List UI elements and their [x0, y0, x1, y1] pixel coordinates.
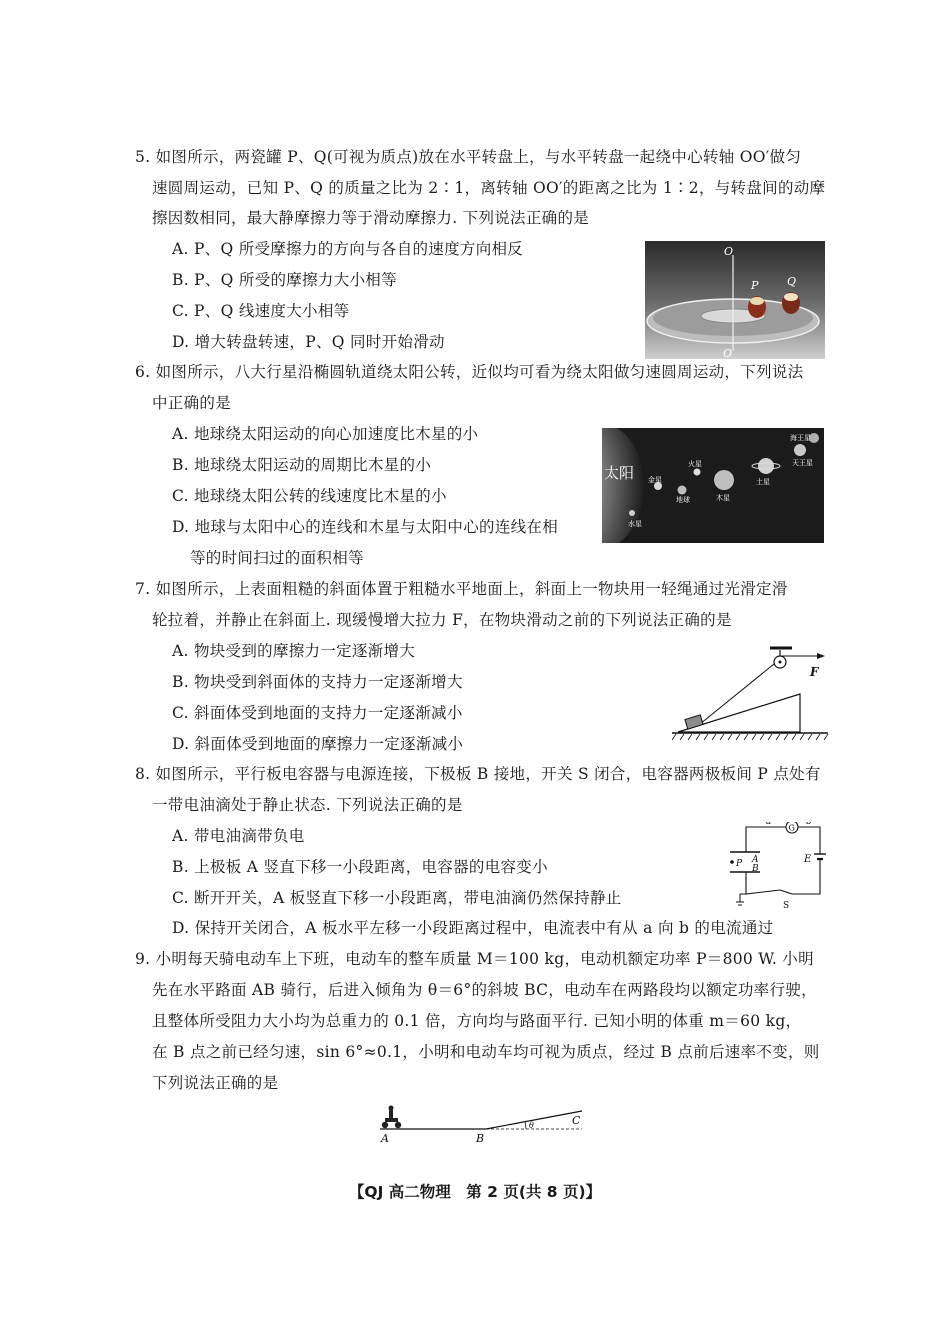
q5-label-o: O [724, 245, 734, 258]
q6-label-mercury: 水星 [628, 520, 642, 528]
q7-stem-line: 7. 如图所示，上表面粗糙的斜面体置于粗糙水平地面上，斜面上一物块用一轻绳通过光滑定滑 [135, 580, 788, 598]
q6-label-earth: 地球 [676, 496, 690, 504]
q8-option-c: C. 断开开关，A 板竖直下移一小段距离，带电油滴仍然保持静止 [172, 889, 622, 907]
q9-stem-line: 9. 小明每天骑电动车上下班，电动车的整车质量 M＝100 kg，电动机额定功率 P＝800 W. 小明 [135, 950, 814, 968]
q5-label-q: Q [787, 275, 797, 288]
q8-label-plate-b: B [752, 864, 759, 874]
q5-turntable-figure [645, 241, 825, 359]
q6-option-c: C. 地球绕太阳公转的线速度比木星的小 [172, 487, 447, 505]
q5-option-b: B. P、Q 所受的摩擦力大小相等 [172, 271, 397, 289]
q5-label-o-prime: O′ [723, 347, 735, 359]
q6-solar-system-figure [602, 428, 824, 543]
q6-label-mars: 火星 [688, 460, 702, 468]
q9-slope-figure [376, 1105, 588, 1149]
q8-label-e: E [804, 854, 812, 865]
q6-option-b: B. 地球绕太阳运动的周期比木星的小 [172, 456, 432, 474]
q5-label-p: P [751, 279, 759, 292]
q8-option-b: B. 上极板 A 竖直下移一小段距离，电容器的电容变小 [172, 858, 548, 876]
q8-label-p: P [736, 859, 743, 869]
q8-label-s: S [783, 901, 790, 910]
q5-option-a: A. P、Q 所受摩擦力的方向与各自的速度方向相反 [172, 240, 524, 258]
q6-option-d: D. 地球与太阳中心的连线和木星与太阳中心的连线在相 [172, 518, 559, 536]
q9-label-b: B [476, 1132, 485, 1145]
q8-option-d: D. 保持开关闭合，A 板水平左移一小段距离过程中，电流表中有从 a 向 b 的电流通过 [172, 919, 774, 937]
q8-circuit-figure [722, 822, 832, 910]
q9-label-c: C [572, 1114, 581, 1127]
q6-label-sun: 太阳 [604, 464, 635, 482]
q7-option-c: C. 斜面体受到地面的支持力一定逐渐减小 [172, 704, 463, 722]
q8-option-a: A. 带电油滴带负电 [172, 827, 305, 845]
q6-label-neptune: 海王星 [790, 434, 811, 442]
q6-option-d-cont: 等的时间扫过的面积相等 [190, 549, 364, 567]
q9-label-theta: θ [529, 1121, 534, 1130]
q6-label-uranus: 天王星 [792, 459, 813, 467]
q5-stem-line: 5. 如图所示，两瓷罐 P、Q(可视为质点)放在水平转盘上，与水平转盘一起绕中心转轴 OO′做匀 [135, 148, 802, 166]
q6-stem-line: 中正确的是 [152, 394, 232, 412]
q7-option-d: D. 斜面体受到地面的摩擦力一定逐渐减小 [172, 735, 464, 753]
q7-label-force: F [810, 665, 819, 679]
q6-stem-line: 6. 如图所示，八大行星沿椭圆轨道绕太阳公转，近似均可看为绕太阳做匀速圆周运动，下列说法 [135, 363, 804, 381]
q9-label-a: A [381, 1132, 389, 1145]
q6-option-a: A. 地球绕太阳运动的向心加速度比木星的小 [172, 425, 479, 443]
q6-label-saturn: 土星 [756, 478, 770, 486]
q8-stem-line: 8. 如图所示，平行板电容器与电源连接，下极板 B 接地，开关 S 闭合，电容器两极板间 P 点处有 [135, 765, 821, 783]
q7-option-a: A. 物块受到的摩擦力一定逐渐增大 [172, 642, 416, 660]
q6-label-jupiter: 木星 [716, 494, 730, 502]
q5-stem-line: 速圆周运动，已知 P、Q 的质量之比为 2∶1，离转轴 OO′的距离之比为 1∶2，与转盘间的动摩 [152, 179, 826, 197]
q9-stem-line: 先在水平路面 AB 骑行，后进入倾角为 θ＝6°的斜坡 BC，电动车在两路段均以额定功率行驶， [152, 981, 817, 999]
q8-label-plate-a: A [752, 855, 759, 865]
q9-stem-line: 在 B 点之前已经匀速，sin 6°≈0.1，小明和电动车均可视为质点，经过 B 点前后速率不变，则 [152, 1043, 820, 1061]
q5-stem-line: 擦因数相同，最大静摩擦力等于滑动摩擦力. 下列说法正确的是 [152, 209, 590, 227]
q8-label-b: b [806, 822, 812, 827]
q7-stem-line: 轮拉着，并静止在斜面上. 现缓慢增大拉力 F，在物块滑动之前的下列说法正确的是 [152, 611, 732, 629]
q8-stem-line: 一带电油滴处于静止状态. 下列说法正确的是 [152, 796, 463, 814]
q8-label-a: a [766, 822, 772, 827]
q7-incline-figure [672, 644, 832, 746]
q6-label-venus: 金星 [648, 476, 662, 484]
q5-option-c: C. P、Q 线速度大小相等 [172, 302, 350, 320]
q9-stem-line: 下列说法正确的是 [152, 1074, 279, 1092]
q9-stem-line: 且整体所受阻力大小均为总重力的 0.1 倍，方向均与路面平行. 已知小明的体重 m＝60 kg， [152, 1012, 802, 1030]
q7-option-b: B. 物块受到斜面体的支持力一定逐渐增大 [172, 673, 463, 691]
q5-option-d: D. 增大转盘转速，P、Q 同时开始滑动 [172, 333, 445, 351]
page-footer: 【QJ 高二物理 第 2 页(共 8 页)】 [348, 1183, 602, 1201]
q8-label-galvanometer: G [788, 823, 795, 833]
